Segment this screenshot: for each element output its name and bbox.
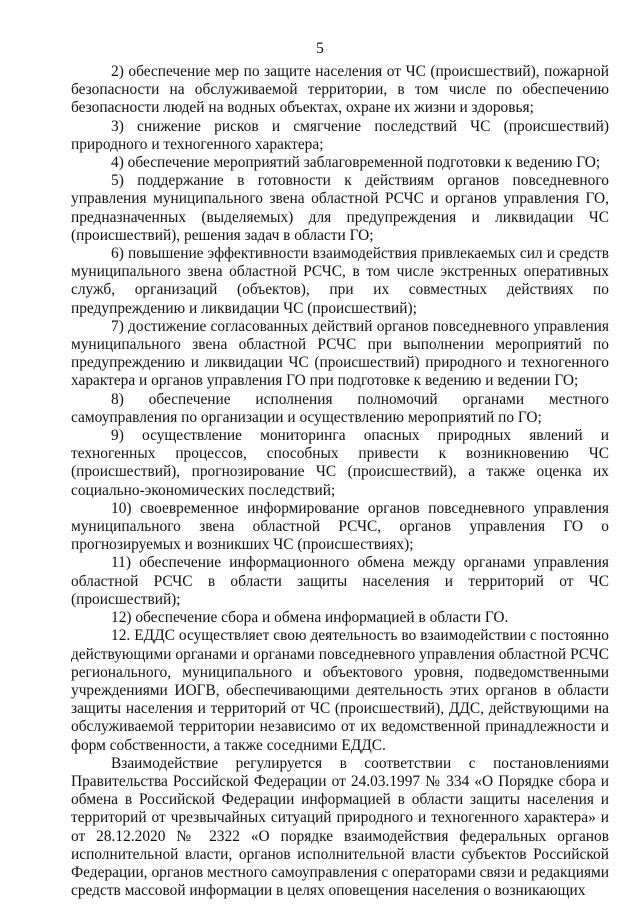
document-body (71, 63, 609, 900)
paragraph: 7) достижение согласованных действий органов повседневного управления муниципального звена областной РСЧС при выполнении мероприятий по предупреждению и ликвидации ЧС (происшествий) природного и техногенного характера и органов управления ГО при подготовке к ведению и ведении ГО; (71, 317, 609, 390)
paragraph: 10) своевременное информирование органов повседневного управления муниципального звена областной РСЧС, органов управления ГО о прогнозируемых и возникших ЧС (происшествиях); (71, 499, 609, 554)
paragraph: 8) обеспечение исполнения полномочий органами местного самоуправления по организации и осуществлению мероприятий по ГО; (71, 390, 609, 426)
paragraph: Взаимодействие регулируется в соответствии с постановлениями Правительства Российской Федерации от 24.03.1997 № 334 «О Порядке сбора и обмена в Российской Федерации информацией в области защиты населения и территорий от чрезвычайных ситуаций природного и техногенного характера» и от 28.12.2020 № 2322 «О порядке взаимодействия федеральных органов исполнительной власти, органов исполнительной власти субъектов Российской Федерации, органов местного самоуправления с операторами связи и редакциями средств массовой информации в целях оповещения населения о возникающих (71, 754, 609, 900)
paragraph: 9) осуществление мониторинга опасных природных явлений и техногенных процессов, способных привести к возникновению ЧС (происшествий), прогнозирование ЧС (происшествий), а также оценка их социально-экономических последствий; (71, 427, 609, 499)
paragraph: 5) поддержание в готовности к действиям органов повседневного управления муниципального звена областной РСЧС и органов управления ГО, предназначенных (выделяемых) для предупреждения и ликвидации ЧС (происшествий), решения задач в области ГО; (71, 172, 609, 244)
paragraph: 6) повышение эффективности взаимодействия привлекаемых сил и средств муниципального звена областной РСЧС, в том числе экстренных оперативных служб, организаций (объектов), при их совместных действиях по предупреждению и ликвидации ЧС (происшествий); (71, 245, 609, 317)
paragraph: 11) обеспечение информационного обмена между органами управления областной РСЧС в области защиты населения и территорий от ЧС (происшествий); (71, 554, 609, 608)
paragraph: 3) снижение рисков и смягчение последствий ЧС (происшествий) природного и техногенного характера; (71, 117, 609, 153)
paragraph: 12. ЕДДС осуществляет свою деятельность во взаимодействии с постоянно действующими органами и органами повседневного управления областной РСЧС регионального, муниципального и объектового уровня, подведомственными учреждениями ИОГВ, обеспечивающими деятельность этих органов в области защиты населения и территорий от ЧС (происшествий), ДДС, действующими на обслуживаемой территории независимо от их ведомственной принадлежности и форм собственности, а также соседними ЕДДС. (71, 627, 609, 754)
paragraph: 12) обеспечение сбора и обмена информацией в области ГО. (111, 609, 509, 627)
paragraph: 2) обеспечение мер по защите населения от ЧС (происшествий), пожарной безопасности на обслуживаемой территории, в том числе по обеспечению безопасности людей на водных объектах, охране их жизни и здоровья; (71, 63, 609, 117)
page-number: 5 (316, 40, 324, 57)
paragraph: 4) обеспечение мероприятий заблаговременной подготовки к ведению ГО; (111, 154, 601, 172)
